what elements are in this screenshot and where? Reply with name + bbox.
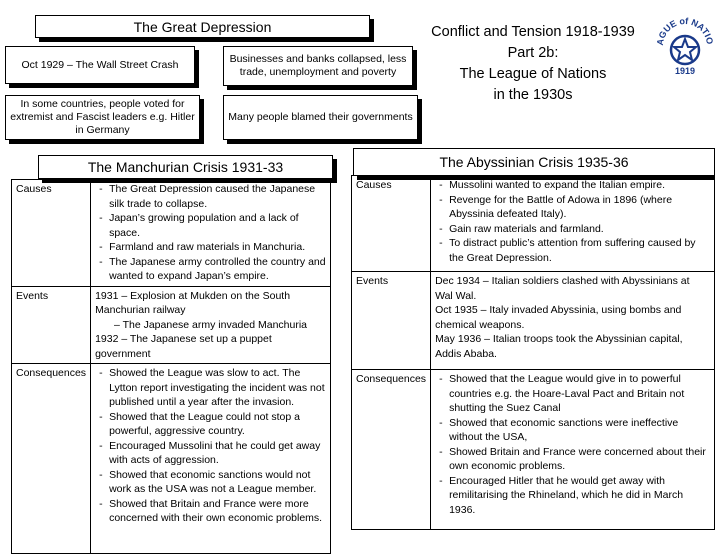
league-logo-icon (655, 8, 715, 88)
wall-street-crash-box (5, 46, 195, 84)
abyssinian-heading: The Abyssinian Crisis 1935-36 (353, 148, 715, 176)
consequences-cell (431, 370, 715, 530)
events-cell (431, 272, 715, 370)
list-item: - Showed that Britain and France were more concerned with their own economic problems. (109, 497, 326, 526)
events-cell (91, 286, 331, 364)
event-line: – The Japanese army invaded Manchuria (114, 318, 308, 331)
main-title (408, 22, 658, 106)
logo-star-icon (674, 39, 696, 60)
extremist-text: In some countries, people voted for extremist and Fascist leaders e.g. Hitler in Germany (10, 98, 195, 136)
table-row (12, 180, 331, 287)
table-row (12, 286, 331, 364)
logo-arc-text: AGUE of NATIO (655, 15, 715, 47)
list-item: - Gain raw materials and farmland. (449, 222, 710, 237)
row-label: Events (12, 286, 91, 364)
extremist-box (5, 95, 200, 140)
list-item: - Showed that economic sanctions would not work as the USA was not a League member. (109, 468, 326, 497)
causes-cell (91, 180, 331, 287)
list-item: - To distract public’s attention from suffering caused by the Great Depression. (449, 236, 710, 265)
blamed-box (223, 95, 418, 140)
list-item: - Showed that the League would give in to powerful countries e.g. the Hoare-Laval Pact and Britain not shutting the Suez Canal (449, 372, 710, 416)
row-label: Consequences (352, 370, 431, 530)
table-row (352, 370, 715, 530)
main-title-line-3: The League of Nations (459, 66, 607, 82)
event-line: May 1936 – Italian troops took the Abyssinian capital, Addis Ababa. (435, 333, 683, 360)
league-of-nations-logo (655, 8, 715, 88)
table-row (352, 176, 715, 272)
collapse-text: Businesses and banks collapsed, less trade, unemployment and poverty (229, 53, 407, 78)
abyssinian-table (351, 175, 715, 530)
manchurian-heading: The Manchurian Crisis 1931-33 (38, 155, 333, 179)
row-label: Causes (352, 176, 431, 272)
list-item: - Encouraged Hitler that he would get away with remilitarising the Rhineland, which he did in March 1936. (449, 474, 710, 518)
list-item: - Showed Britain and France were concerned about their own economic problems. (449, 445, 710, 474)
list-item: - The Great Depression caused the Japanese silk trade to collapse. (109, 182, 326, 211)
list-item: - Japan’s growing population and a lack of space. (109, 211, 326, 240)
main-title-line-1: Conflict and Tension 1918-1939 (431, 24, 635, 40)
event-line: Dec 1934 – Italian soldiers clashed with Abyssinians at Wal Wal. (435, 275, 690, 302)
list-item: - Showed that the League could not stop a powerful, aggressive country. (109, 410, 326, 439)
wall-street-text: Oct 1929 – The Wall Street Crash (21, 58, 179, 71)
causes-cell (431, 176, 715, 272)
list-item: - Encouraged Mussolini that he could get away with acts of aggression. (109, 439, 326, 468)
collapse-box (223, 46, 413, 86)
consequences-cell (91, 364, 331, 554)
main-title-line-4: in the 1930s (493, 87, 573, 103)
event-line: Oct 1935 – Italy invaded Abyssinia, using bombs and chemical weapons. (435, 304, 682, 331)
table-row (352, 272, 715, 370)
list-item: - Showed the League was slow to act. The Lytton report investigating the incident was not published until a year after the invasion. (109, 366, 326, 410)
event-line: 1931 – Explosion at Mukden on the South Manchurian railway (95, 289, 291, 316)
table-row (12, 364, 331, 554)
manchurian-table (11, 179, 331, 554)
row-label: Consequences (12, 364, 91, 554)
logo-year: 1919 (674, 66, 696, 76)
main-title-line-2: Part 2b: (507, 45, 559, 61)
row-label: Events (352, 272, 431, 370)
event-line: 1932 – The Japanese set up a puppet government (95, 333, 272, 360)
great-depression-title: The Great Depression (35, 15, 370, 38)
list-item: - Revenge for the Battle of Adowa in 1896 (where Abyssinia defeated Italy). (449, 193, 710, 222)
row-label: Causes (12, 180, 91, 287)
blamed-text: Many people blamed their governments (228, 111, 413, 123)
list-item: - Farmland and raw materials in Manchuria. (109, 240, 326, 255)
list-item: - Mussolini wanted to expand the Italian empire. (449, 178, 710, 193)
list-item: - The Japanese army controlled the country and wanted to expand Japan’s empire. (109, 255, 326, 284)
list-item: - Showed that economic sanctions were ineffective without the USA, (449, 416, 710, 445)
